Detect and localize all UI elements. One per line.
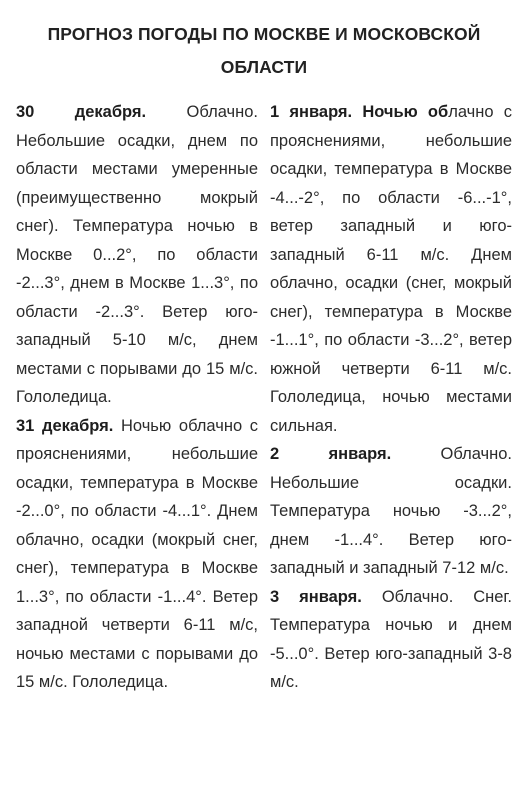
forecast-entry-dec-30 (16, 98, 258, 412)
entry-date: 1 января. Ночью об (270, 103, 449, 121)
forecast-entry-dec-31 (16, 412, 258, 697)
entry-text: Облачно. Снег. Температура ночью и днем -5...0°. Ветер юго-западный 3-8 м/с. (270, 587, 513, 691)
forecast-entry-jan-1 (270, 98, 512, 440)
entry-date: 2 января. (270, 445, 392, 463)
right-column (270, 98, 512, 697)
entry-date: 3 января. (270, 587, 362, 606)
forecast-entry-jan-3 (270, 583, 512, 697)
entry-date: 30 декабря. (16, 103, 147, 121)
entry-text: Ночью облачно с прояснениями, небольшие осадки, температура в Москве -2...0°, по области -4...1°. Днем облачно, осадки (мокрый снег, снег), температура в Москве 1...3°, по области -1...4°. Ветер западной четверти 6-11 м/с, ночью местами с порывами до 15 м/с. Гололедица. (16, 416, 258, 691)
entry-date: 31 декабря. (16, 416, 114, 435)
entry-text: лачно с прояснениями, небольшие осадки, температура в Москве -4...-2°, по области -6...-1°, ветер западный и юго-западный 6-11 м/с. Днем облачно, осадки (снег, мокрый снег), температура в Москве -1...1°, по области -3...2°, ветер южной четверти 6-11 м/с. Гололедица, ночью местами сильная. (270, 103, 512, 435)
left-column (16, 98, 258, 697)
page-title: ПРОГНОЗ ПОГОДЫ ПО МОСКВЕ И МОСКОВСКОЙ ОБЛАСТИ (47, 24, 481, 77)
forecast-columns (16, 98, 512, 697)
forecast-entry-jan-2 (270, 440, 512, 583)
entry-text: Облачно. Небольшие осадки, днем по области местами умеренные (преимущественно мокрый снег). Температура ночью в Москве 0...2°, по области -2...3°, днем в Москве 1...3°, по области -2...3°. Ветер юго-западный 5-10 м/с, днем местами с порывами до 15 м/с. Гололедица. (16, 103, 258, 406)
entry-text: Облачно. Небольшие осадки. Температура ночью -3...2°, днем -1...4°. Ветер юго-западный и западный 7-12 м/с. (270, 445, 512, 577)
